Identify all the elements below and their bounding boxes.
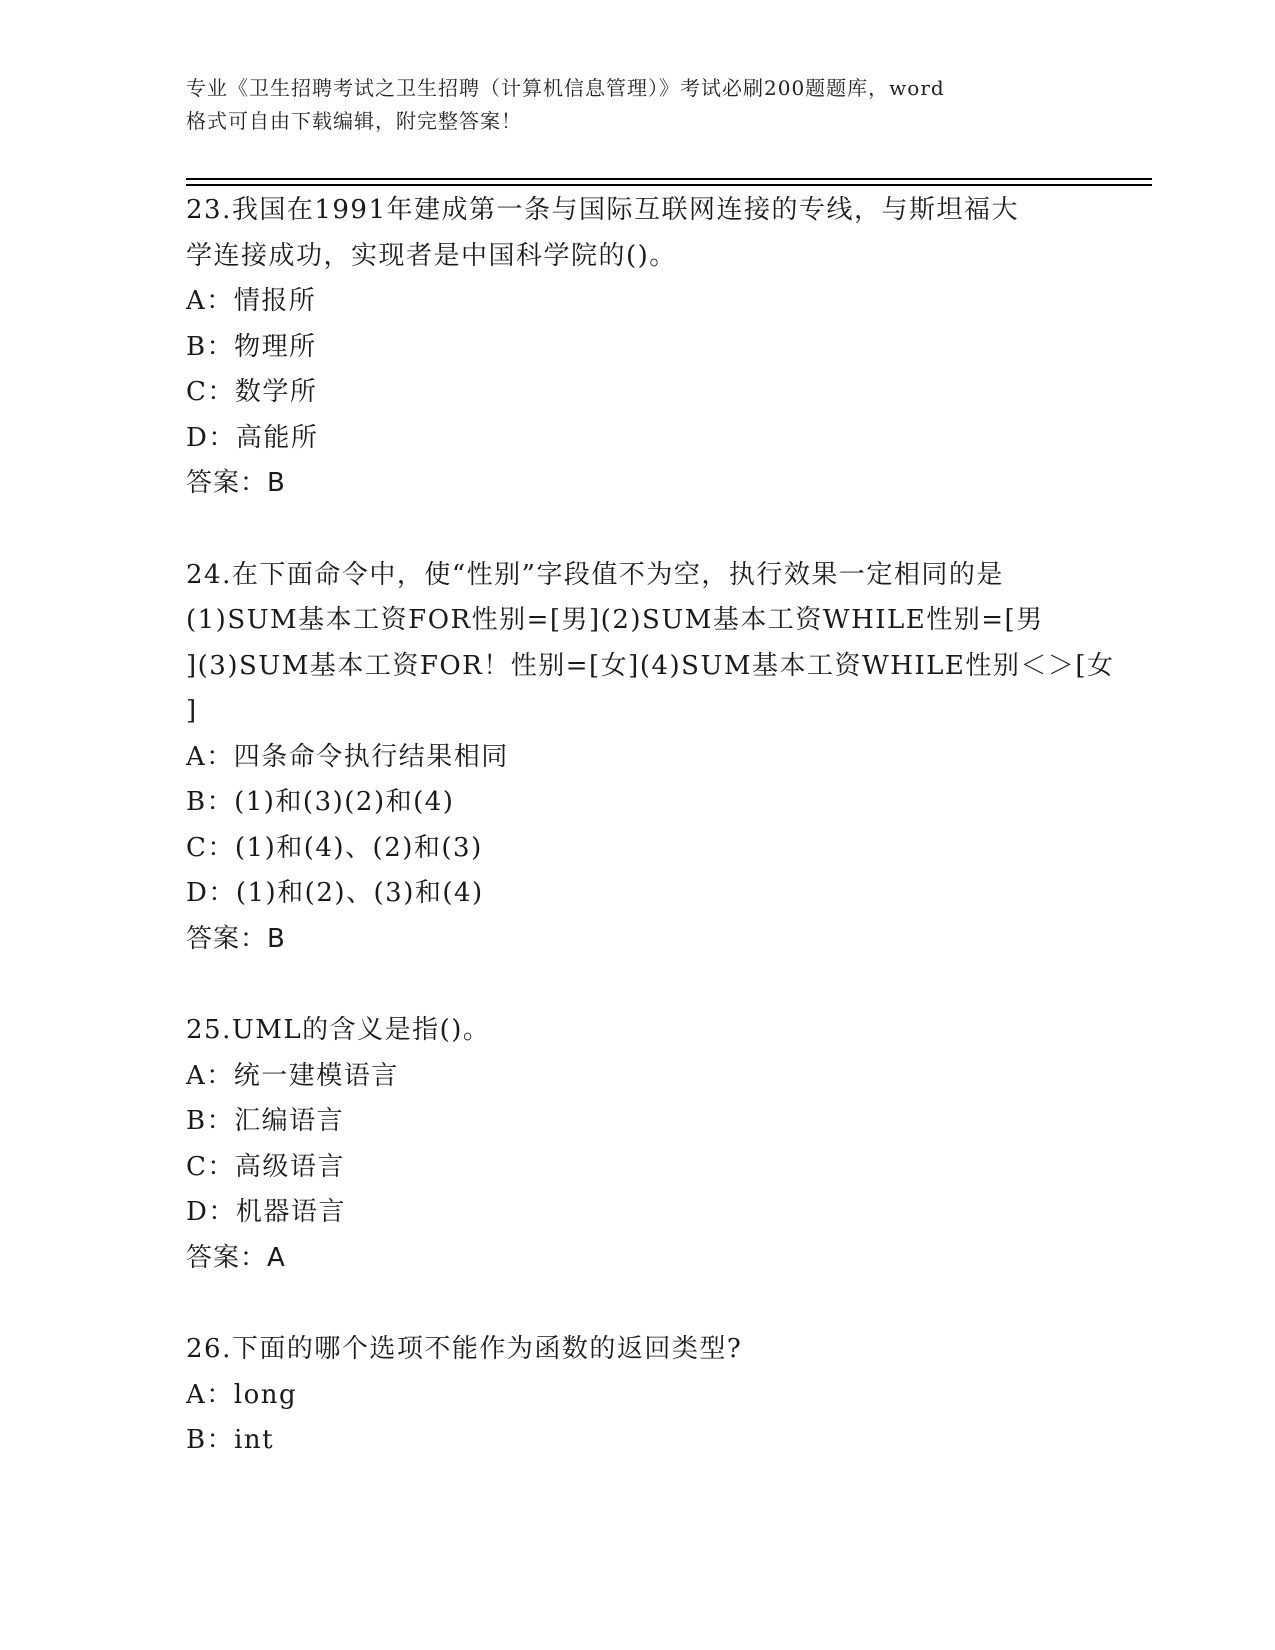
option-a: A：情报所 — [186, 286, 317, 316]
option-a: A：long — [186, 1379, 298, 1410]
question-stem: 24.在下面命令中，使“性别”字段值不为空，执行效果一定相同的是 — [186, 559, 1004, 590]
option-d: D：高能所 — [186, 422, 319, 453]
option-b: B：汇编语言 — [186, 1106, 345, 1136]
question-23 — [186, 188, 1086, 507]
answer-line: 答案：A — [186, 1242, 286, 1273]
question-stem: 25.UML的含义是指()。 — [186, 1015, 491, 1045]
question-stem: 23.我国在1991年建成第一条与国际互联网连接的专线，与斯坦福大 — [186, 195, 1020, 225]
question-list — [186, 188, 1115, 1464]
spacer — [186, 962, 1086, 1008]
header-line-1: 专业《卫生招聘考试之卫生招聘（计算机信息管理）》考试必刷200题题库，word — [186, 76, 945, 100]
option-c: C：(1)和(4)、(2)和(3) — [186, 832, 483, 863]
option-d: D：机器语言 — [186, 1197, 346, 1227]
option-b: B：int — [186, 1425, 275, 1455]
option-b: B：(1)和(3)(2)和(4) — [186, 787, 455, 817]
answer-line: 答案：B — [186, 923, 286, 954]
option-d: D：(1)和(2)、(3)和(4) — [186, 878, 484, 908]
header-line-2: 格式可自由下载编辑，附完整答案！ — [186, 109, 522, 133]
question-24 — [186, 553, 1115, 963]
option-c: C：数学所 — [186, 377, 318, 407]
question-stem: 26.下面的哪个选项不能作为函数的返回类型? — [186, 1334, 743, 1364]
option-c: C：高级语言 — [186, 1151, 345, 1182]
spacer — [186, 507, 1086, 553]
header-divider-bottom — [186, 184, 1152, 186]
answer-line: 答案：B — [186, 468, 286, 498]
question-stem: (1)SUM基本工资FOR性别=[男](2)SUM基本工资WHILE性别=[男 — [186, 605, 1044, 635]
option-b: B：物理所 — [186, 331, 317, 362]
question-25 — [186, 1008, 1086, 1281]
document-header — [186, 72, 1086, 138]
header-divider-top — [186, 178, 1152, 180]
option-a: A：四条命令执行结果相同 — [186, 741, 509, 772]
spacer — [186, 1281, 1086, 1327]
question-stem: ](3)SUM基本工资FOR！性别=[女](4)SUM基本工资WHILE性别＜＞[女 — [186, 650, 1115, 681]
question-26 — [186, 1327, 1086, 1464]
option-a: A：统一建模语言 — [186, 1060, 399, 1091]
question-stem: ] — [186, 696, 198, 726]
question-stem: 学连接成功，实现者是中国科学院的()。 — [186, 240, 677, 271]
